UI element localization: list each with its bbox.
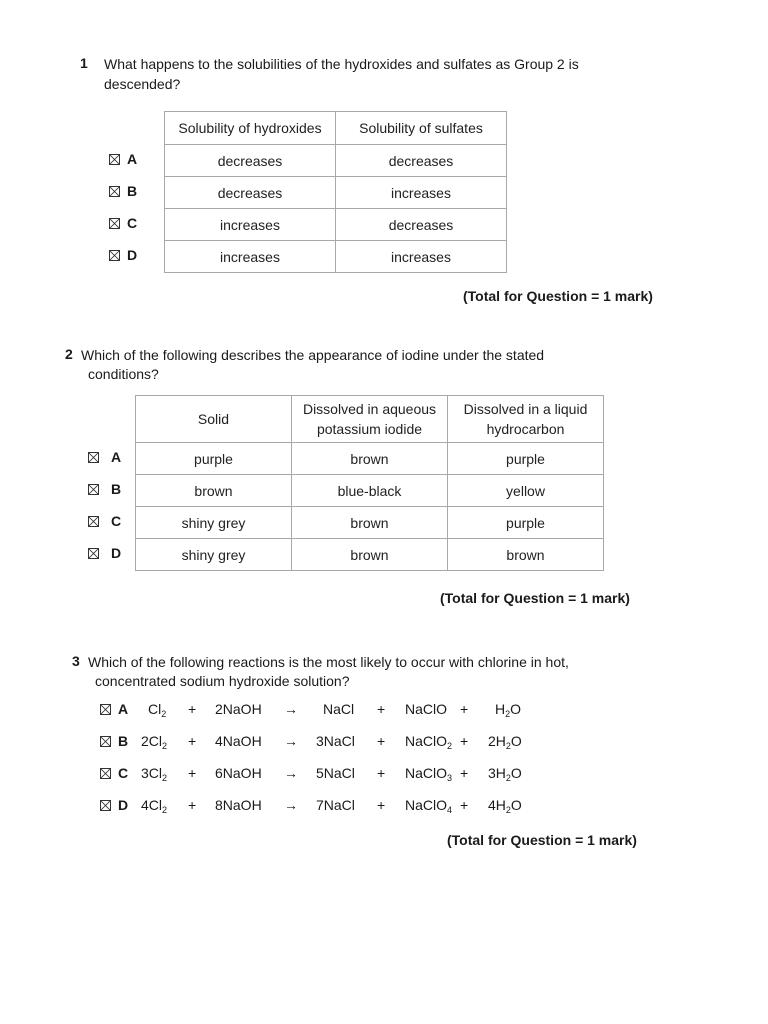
q1-total-mark: (Total for Question = 1 mark) xyxy=(463,288,653,304)
q3-product3 xyxy=(488,765,522,781)
crossed-box-icon[interactable] xyxy=(109,186,120,197)
q3-reactant2: 8NaOH xyxy=(215,797,262,813)
q3-product3-end: O xyxy=(510,733,522,749)
q3-product3-text: H xyxy=(495,701,506,717)
q2-text-line1: Which of the following describes the appearance of iodine under the stated xyxy=(81,347,545,363)
crossed-box-icon[interactable] xyxy=(100,768,111,779)
crossed-box-icon[interactable] xyxy=(100,736,111,747)
q2-header-hydrocarbon xyxy=(448,396,604,443)
q2-row-c xyxy=(136,507,604,539)
q2-cell: shiny grey xyxy=(136,539,292,571)
q1-row-c xyxy=(165,209,507,241)
q3-arrow: → xyxy=(284,797,298,813)
q1-cell: decreases xyxy=(165,145,336,177)
q2-option-letter-b: B xyxy=(111,481,122,497)
q3-reactant2: 6NaOH xyxy=(215,765,262,781)
q2-cell: shiny grey xyxy=(136,507,292,539)
q3-reactant1-text: Cl xyxy=(148,701,162,717)
q3-reactant1-sub: 2 xyxy=(162,741,168,751)
q1-option-letter-c: C xyxy=(127,215,138,231)
q3-reactant1-text: 3Cl xyxy=(141,765,163,781)
q2-header-solid: Solid xyxy=(136,396,292,443)
q1-cell: increases xyxy=(336,241,507,273)
q3-number: 3 xyxy=(72,653,80,669)
q3-product3-text: 4H xyxy=(488,797,506,813)
crossed-box-icon[interactable] xyxy=(88,548,99,559)
q2-number: 2 xyxy=(65,346,73,362)
q3-product3-text: 3H xyxy=(488,765,506,781)
q3-reactant1-text: 2Cl xyxy=(141,733,163,749)
crossed-box-icon[interactable] xyxy=(100,704,111,715)
q3-product2 xyxy=(405,701,447,717)
q3-product2 xyxy=(405,765,452,781)
q3-product3-sub: 2 xyxy=(505,805,511,815)
q1-header-sulfates: Solubility of sulfates xyxy=(336,112,507,145)
q2-header-hydrocarbon-line2: hydrocarbon xyxy=(486,421,565,437)
q2-cell: purple xyxy=(136,443,292,475)
q3-product2-sub: 2 xyxy=(447,741,453,751)
q1-options-table xyxy=(164,111,507,273)
q2-text-line2: conditions? xyxy=(88,366,159,382)
q3-plus: + xyxy=(188,733,197,749)
q3-product3 xyxy=(488,733,522,749)
q2-cell: brown xyxy=(292,443,448,475)
q3-product2-sub: 4 xyxy=(447,805,453,815)
q3-option-letter-d: D xyxy=(118,797,129,813)
q3-plus: + xyxy=(377,797,386,813)
q2-option-letter-d: D xyxy=(111,545,122,561)
q3-product2-text: NaClO xyxy=(405,701,448,717)
q2-header-aqueous-line2: potassium iodide xyxy=(316,421,423,437)
q3-reactant1 xyxy=(141,733,167,749)
q2-cell: yellow xyxy=(448,475,604,507)
q3-product2-text: NaClO xyxy=(405,765,448,781)
q3-plus: + xyxy=(460,765,469,781)
q3-reactant1 xyxy=(141,765,167,781)
q3-product1: 5NaCl xyxy=(316,765,355,781)
q3-product3 xyxy=(488,797,522,813)
q1-text-line1: What happens to the solubilities of the hydroxides and sulfates as Group 2 is xyxy=(104,56,579,72)
q2-cell: brown xyxy=(292,539,448,571)
q3-arrow: → xyxy=(284,733,298,749)
q3-arrow: → xyxy=(284,765,298,781)
q1-cell: increases xyxy=(336,177,507,209)
q1-cell: decreases xyxy=(336,209,507,241)
q3-product3-sub: 2 xyxy=(505,773,511,783)
q3-plus: + xyxy=(188,701,197,717)
q2-cell: brown xyxy=(448,539,604,571)
q1-number: 1 xyxy=(80,55,88,71)
q3-arrow: → xyxy=(284,701,298,717)
q3-product1: 3NaCl xyxy=(316,733,355,749)
q3-product3-end: O xyxy=(510,797,522,813)
q3-reactant1-text: 4Cl xyxy=(141,797,163,813)
q3-product2 xyxy=(405,797,452,813)
crossed-box-icon[interactable] xyxy=(109,250,120,261)
q3-product3-end: O xyxy=(510,765,522,781)
crossed-box-icon[interactable] xyxy=(109,218,120,229)
q1-option-letter-d: D xyxy=(127,247,138,263)
crossed-box-icon[interactable] xyxy=(88,516,99,527)
q3-plus: + xyxy=(377,701,386,717)
q3-product3-sub: 2 xyxy=(505,709,511,719)
q1-row-a xyxy=(165,145,507,177)
q3-product1: 7NaCl xyxy=(316,797,355,813)
q3-plus: + xyxy=(188,765,197,781)
q3-reactant1 xyxy=(141,797,167,813)
crossed-box-icon[interactable] xyxy=(88,452,99,463)
q3-product3-text: 2H xyxy=(488,733,506,749)
q1-cell: increases xyxy=(165,241,336,273)
q3-product3-end: O xyxy=(510,701,522,717)
q2-header-aqueous-line1: Dissolved in aqueous xyxy=(302,401,437,417)
crossed-box-icon[interactable] xyxy=(100,800,111,811)
q2-cell: brown xyxy=(136,475,292,507)
q3-plus: + xyxy=(460,797,469,813)
q2-option-letter-a: A xyxy=(111,449,122,465)
q3-reactant1-sub: 2 xyxy=(162,805,168,815)
q3-plus: + xyxy=(460,701,469,717)
q2-row-b xyxy=(136,475,604,507)
q3-reactant2: 2NaOH xyxy=(215,701,262,717)
q1-option-letter-b: B xyxy=(127,183,138,199)
q3-plus: + xyxy=(460,733,469,749)
q3-product2-text: NaClO xyxy=(405,797,448,813)
q1-text-line2: descended? xyxy=(104,76,181,92)
q3-reactant2: 4NaOH xyxy=(215,733,262,749)
q3-text-line1: Which of the following reactions is the most likely to occur with chlorine in hot, xyxy=(88,654,569,670)
q1-row-b xyxy=(165,177,507,209)
q3-reactant1-sub: 2 xyxy=(162,773,168,783)
q2-row-d xyxy=(136,539,604,571)
q2-cell: brown xyxy=(292,507,448,539)
q3-option-letter-b: B xyxy=(118,733,129,749)
crossed-box-icon[interactable] xyxy=(88,484,99,495)
q1-cell: decreases xyxy=(165,177,336,209)
q3-text-line2: concentrated sodium hydroxide solution? xyxy=(95,673,350,689)
q3-product2-sub: 3 xyxy=(447,773,453,783)
q3-product2-text: NaClO xyxy=(405,733,448,749)
q3-option-letter-a: A xyxy=(118,701,129,717)
q1-row-d xyxy=(165,241,507,273)
q1-option-letter-a: A xyxy=(127,151,138,167)
q3-plus: + xyxy=(377,733,386,749)
q3-reactant1-sub: 2 xyxy=(161,709,167,719)
crossed-box-icon[interactable] xyxy=(109,154,120,165)
q3-total-mark: (Total for Question = 1 mark) xyxy=(447,832,637,848)
q3-reactant1 xyxy=(148,701,166,717)
q2-row-a xyxy=(136,443,604,475)
q3-product2 xyxy=(405,733,452,749)
q1-header-hydroxides: Solubility of hydroxides xyxy=(165,112,336,145)
q3-product3 xyxy=(495,701,521,717)
q2-header-hydrocarbon-line1: Dissolved in a liquid xyxy=(463,401,588,417)
q3-plus: + xyxy=(377,765,386,781)
q2-option-letter-c: C xyxy=(111,513,122,529)
q3-product3-sub: 2 xyxy=(505,741,511,751)
q3-option-letter-c: C xyxy=(118,765,129,781)
q2-total-mark: (Total for Question = 1 mark) xyxy=(440,590,630,606)
q2-cell: purple xyxy=(448,443,604,475)
q3-product1: NaCl xyxy=(323,701,355,717)
q1-cell: decreases xyxy=(336,145,507,177)
q2-header-aqueous xyxy=(292,396,448,443)
q2-cell: purple xyxy=(448,507,604,539)
q1-cell: increases xyxy=(165,209,336,241)
q3-plus: + xyxy=(188,797,197,813)
q2-cell: blue-black xyxy=(292,475,448,507)
q2-options-table xyxy=(135,395,604,571)
